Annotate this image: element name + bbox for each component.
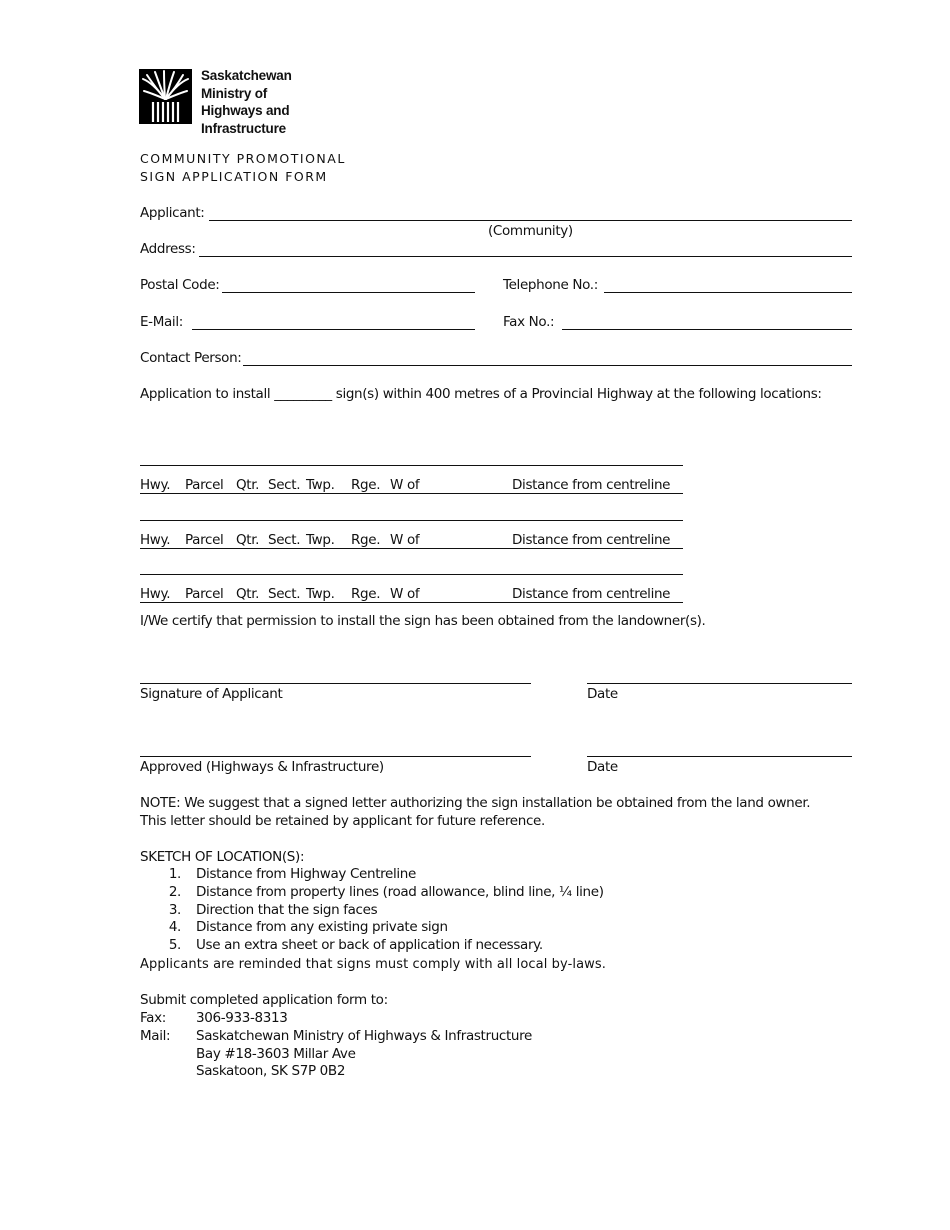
date-label: Date xyxy=(587,686,618,702)
list-number: 4. xyxy=(168,919,181,936)
location-2-underline xyxy=(140,548,683,549)
approved-date-field[interactable] xyxy=(587,756,852,757)
date-label-2: Date xyxy=(587,759,618,775)
telephone-field[interactable] xyxy=(604,292,852,293)
rge-label: Rge. xyxy=(351,586,381,602)
mail-line-3: Saskatoon, SK S7P 0B2 xyxy=(196,1063,346,1079)
form-title-line-1: COMMUNITY PROMOTIONAL xyxy=(140,151,346,166)
list-number: 5. xyxy=(168,937,181,954)
org-line: Saskatchewan xyxy=(201,68,292,83)
list-text: Use an extra sheet or back of application if necessary. xyxy=(196,937,543,954)
contact-person-label: Contact Person: xyxy=(140,350,242,366)
w-of-label: W of xyxy=(390,532,420,548)
org-line: Ministry of xyxy=(201,85,268,101)
rge-label: Rge. xyxy=(351,477,381,493)
telephone-label: Telephone No.: xyxy=(503,277,598,293)
parcel-label: Parcel xyxy=(185,586,224,602)
contact-person-field[interactable] xyxy=(243,365,852,366)
parcel-label: Parcel xyxy=(185,477,224,493)
fax-label: Fax No.: xyxy=(503,314,555,330)
qtr-label: Qtr. xyxy=(236,477,260,493)
address-label: Address: xyxy=(140,241,196,257)
signature-of-applicant-label: Signature of Applicant xyxy=(140,686,283,702)
approved-signature-field[interactable] xyxy=(140,756,531,757)
qtr-label: Qtr. xyxy=(236,532,260,548)
qtr-label: Qtr. xyxy=(236,586,260,602)
ministry-logo xyxy=(139,69,192,124)
postal-code-label: Postal Code: xyxy=(140,277,220,293)
application-text: Application to install _________ sign(s) within 400 metres of a Provincial Highway at the following locations: xyxy=(140,386,822,402)
applicant-field[interactable] xyxy=(209,220,852,221)
twp-label: Twp. xyxy=(306,532,335,548)
location-2-labels xyxy=(140,532,683,549)
address-field[interactable] xyxy=(199,256,852,257)
certify-text: I/We certify that permission to install the sign has been obtained from the landowner(s). xyxy=(140,613,706,629)
location-3-underline xyxy=(140,602,683,603)
hwy-label: Hwy. xyxy=(140,477,171,493)
location-1-field[interactable] xyxy=(140,465,683,466)
sketch-heading: SKETCH OF LOCATION(S): xyxy=(140,849,305,865)
fax-number: 306-933-8313 xyxy=(196,1010,288,1026)
applicant-label: Applicant: xyxy=(140,205,205,221)
distance-label: Distance from centreline xyxy=(512,586,671,602)
location-1-underline xyxy=(140,493,683,494)
note-line-2: This letter should be retained by applicant for future reference. xyxy=(140,813,545,829)
w-of-label: W of xyxy=(390,586,420,602)
distance-label: Distance from centreline xyxy=(512,532,671,548)
location-2-field[interactable] xyxy=(140,520,683,521)
rge-label: Rge. xyxy=(351,532,381,548)
list-number: 1. xyxy=(168,866,181,882)
org-line: Infrastructure xyxy=(201,120,286,136)
mail-label: Mail: xyxy=(140,1028,171,1044)
list-text: Distance from any existing private sign xyxy=(196,919,448,936)
email-field[interactable] xyxy=(192,329,475,330)
list-number: 3. xyxy=(168,901,181,918)
twp-label: Twp. xyxy=(306,477,335,493)
hwy-label: Hwy. xyxy=(140,586,171,602)
hwy-label: Hwy. xyxy=(140,532,171,548)
location-1-labels xyxy=(140,477,683,494)
sect-label: Sect. xyxy=(268,586,301,602)
sect-label: Sect. xyxy=(268,477,301,493)
approved-label: Approved (Highways & Infrastructure) xyxy=(140,759,384,775)
parcel-label: Parcel xyxy=(185,532,224,548)
submit-heading: Submit completed application form to: xyxy=(140,992,388,1008)
org-line: Highways and xyxy=(201,103,290,118)
list-text: Distance from Highway Centreline xyxy=(196,866,416,882)
list-number: 2. xyxy=(168,883,181,900)
email-label: E-Mail: xyxy=(140,314,183,330)
w-of-label: W of xyxy=(390,477,420,493)
fax-field[interactable] xyxy=(562,329,852,330)
note-line-1: NOTE: We suggest that a signed letter authorizing the sign installation be obtained from the land owner. xyxy=(140,795,811,811)
fax-submit-label: Fax: xyxy=(140,1010,166,1026)
location-3-field[interactable] xyxy=(140,574,683,575)
community-note: (Community) xyxy=(488,223,573,239)
list-text: Distance from property lines (road allowance, blind line, ¼ line) xyxy=(196,883,604,900)
applicant-signature-field[interactable] xyxy=(140,683,531,684)
mail-line-1: Saskatchewan Ministry of Highways & Infrastructure xyxy=(196,1028,532,1044)
form-title-line-2: SIGN APPLICATION FORM xyxy=(140,169,328,184)
twp-label: Twp. xyxy=(306,586,335,602)
postal-code-field[interactable] xyxy=(222,292,475,293)
bylaw-note: Applicants are reminded that signs must comply with all local by-laws. xyxy=(140,957,606,972)
list-text: Direction that the sign faces xyxy=(196,901,378,918)
applicant-date-field[interactable] xyxy=(587,683,852,684)
sect-label: Sect. xyxy=(268,532,301,548)
mail-line-2: Bay #18-3603 Millar Ave xyxy=(196,1046,356,1062)
wheat-sheaf-icon xyxy=(139,69,192,124)
distance-label: Distance from centreline xyxy=(512,477,671,493)
location-3-labels xyxy=(140,586,683,603)
ministry-name xyxy=(201,67,292,137)
